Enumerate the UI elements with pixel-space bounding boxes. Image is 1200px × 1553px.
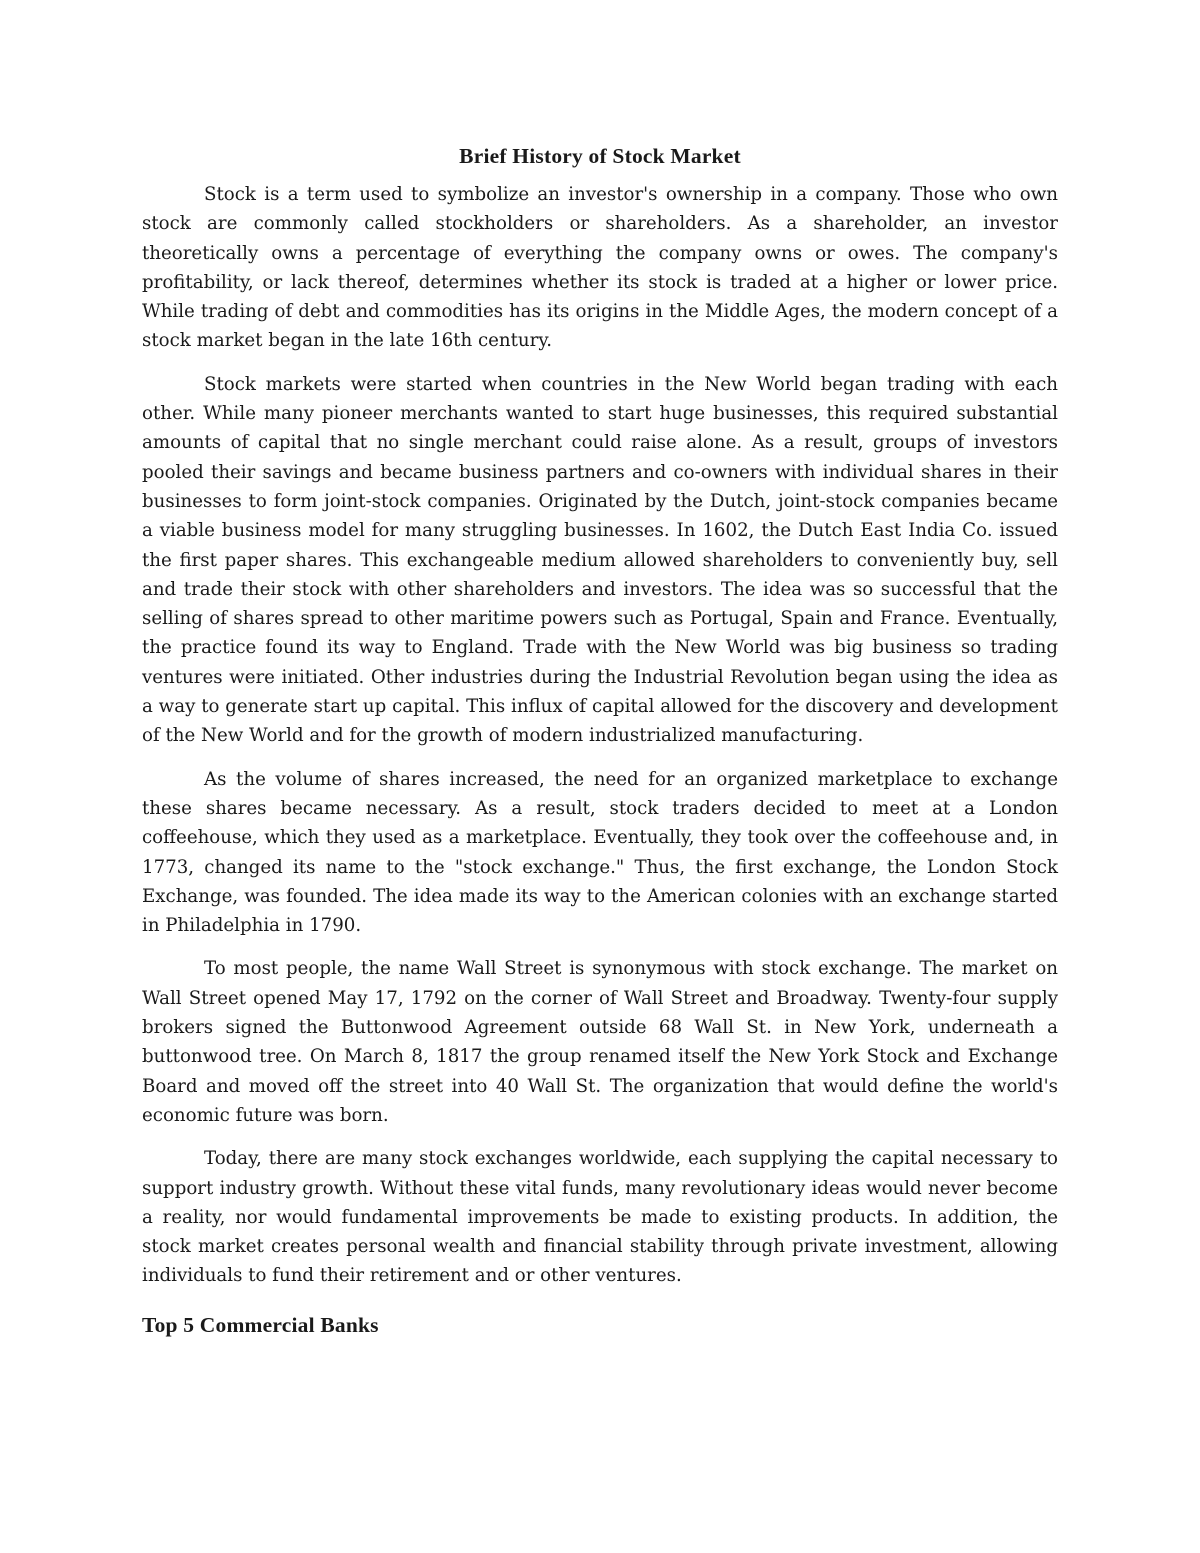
- paragraph-joint-stock-origins: Stock markets were started when countries in the New World began trading with each other. While many pioneer merchants wanted to start huge businesses, this required substantial amounts of capital that no single merchant could raise alone. As a result, groups of investors pooled their savings and became business partners and co-owners with individual shares in their businesses to form joint-stock companies. Originated by the Dutch, joint-stock companies became a viable business model for many struggling businesses. In 1602, the Dutch East India Co. issued the first paper shares. This exchangeable medium allowed shareholders to conveniently buy, sell and trade their stock with other shareholders and investors. The idea was so successful that the selling of shares spread to other maritime powers such as Portugal, Spain and France. Eventually, the practice found its way to England. Trade with the New World was big business so trading ventures were initiated. Other industries during the Industrial Revolution began using the idea as a way to generate start up capital. This influx of capital allowed for the discovery and development of the New World and for the growth of modern industrialized manufacturing.: [142, 373, 1058, 747]
- paragraph-stock-definition: Stock is a term used to symbolize an investor's ownership in a company. Those who own stock are commonly called stockholders or shareholders. As a shareholder, an investor theoretically owns a percentage of everything the company owns or owes. The company's profitability, or lack thereof, determines whether its stock is traded at a higher or lower price. While trading of debt and commodities has its origins in the Middle Ages, the modern concept of a stock market began in the late 16th century.: [142, 184, 1058, 352]
- section-heading: Top 5 Commercial Banks: [142, 1312, 379, 1337]
- paragraph-london-stock-exchange: As the volume of shares increased, the need for an organized marketplace to exchange these shares became necessary. As a result, stock traders decided to meet at a London coffeehouse, which they used as a marketplace. Eventually, they took over the coffeehouse and, in 1773, changed its name to the "stock exchange." Thus, the first exchange, the London Stock Exchange, was founded. The idea made its way to the American colonies with an exchange started in Philadelphia in 1790.: [142, 768, 1058, 937]
- paragraph-wall-street: To most people, the name Wall Street is synonymous with stock exchange. The market on Wall Street opened May 17, 1792 on the corner of Wall Street and Broadway. Twenty-four supply brokers signed the Buttonwood Agreement outside 68 Wall St. in New York, underneath a buttonwood tree. On March 8, 1817 the group renamed itself the New York Stock and Exchange Board and moved off the street into 40 Wall St. The organization that would define the world's economic future was born.: [142, 958, 1058, 1126]
- paragraph-stock-exchanges-today: Today, there are many stock exchanges worldwide, each supplying the capital necessary to support industry growth. Without these vital funds, many revolutionary ideas would never become a reality, nor would fundamental improvements be made to existing products. In addition, the stock market creates personal wealth and financial stability through private investment, allowing individuals to fund their retirement and or other ventures.: [142, 1148, 1058, 1287]
- document-body: [142, 142, 1058, 1340]
- document-title: Brief History of Stock Market: [459, 144, 741, 168]
